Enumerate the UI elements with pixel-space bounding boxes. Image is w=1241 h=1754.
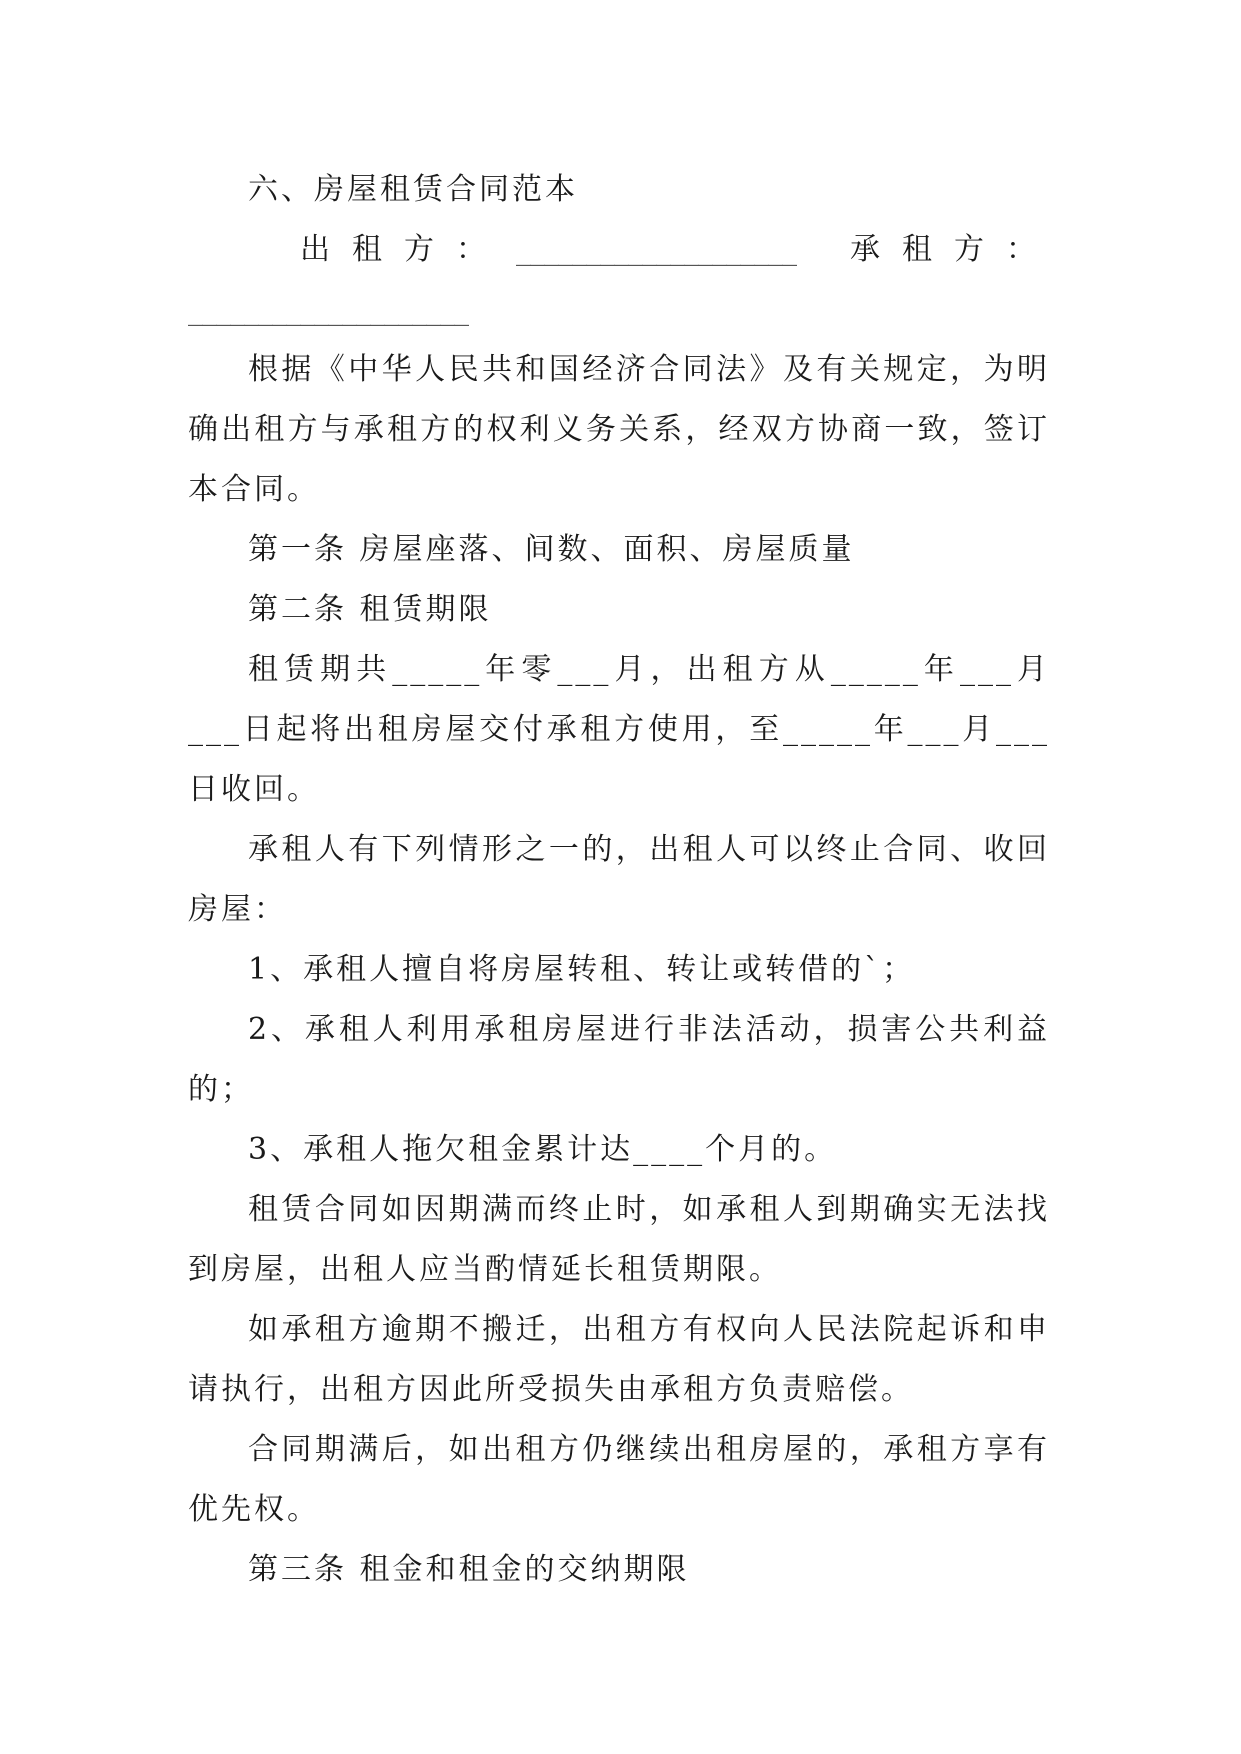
list-item-2: 2、承租人利用承租房屋进行非法活动，损害公共利益的； [188, 1012, 1050, 1107]
paragraph-overdue-move: 如承租方逾期不搬迁，出租方有权向人民法院起诉和申请执行，出租方因此所受损失由承租方负责赔偿。 [188, 1312, 1050, 1407]
lessor-label: 出租方： [300, 232, 508, 267]
parties-line [188, 220, 1058, 280]
lessor-blank: ____________________ [516, 232, 796, 267]
paragraph-priority-right: 合同期满后，如出租方仍继续出租房屋的，承租方享有优先权。 [188, 1432, 1050, 1527]
lessee-label: 承租方： [850, 232, 1058, 267]
paragraph-termination-conditions: 承租人有下列情形之一的，出租人可以终止合同、收回房屋： [188, 832, 1050, 927]
list-item-1: 1、承租人擅自将房屋转租、转让或转借的`； [248, 952, 916, 987]
lessee-blank-line [188, 280, 1050, 340]
paragraph-intro: 根据《中华人民共和国经济合同法》及有关规定，为明确出租方与承租方的权利义务关系，经双方协商一致，签订本合同。 [188, 352, 1050, 507]
article-three-heading: 第三条 租金和租金的交纳期限 [248, 1552, 690, 1587]
list-item-3: 3、承租人拖欠租金累计达____个月的。 [248, 1132, 838, 1167]
article-two-heading: 第二条 租赁期限 [248, 592, 492, 627]
lessee-blank: ____________________ [188, 292, 468, 327]
document-page [188, 160, 1058, 1600]
article-one-heading: 第一条 房屋座落、间数、面积、房屋质量 [248, 532, 855, 567]
paragraph-lease-term: 租赁期共_____年零___月，出租方从_____年___月___日起将出租房屋交付承租方使用，至_____年___月___日收回。 [188, 652, 1050, 807]
paragraph-expiry-extension: 租赁合同如因期满而终止时，如承租人到期确实无法找到房屋，出租人应当酌情延长租赁期限。 [188, 1192, 1050, 1287]
document-title: 六、房屋租赁合同范本 [248, 172, 578, 207]
